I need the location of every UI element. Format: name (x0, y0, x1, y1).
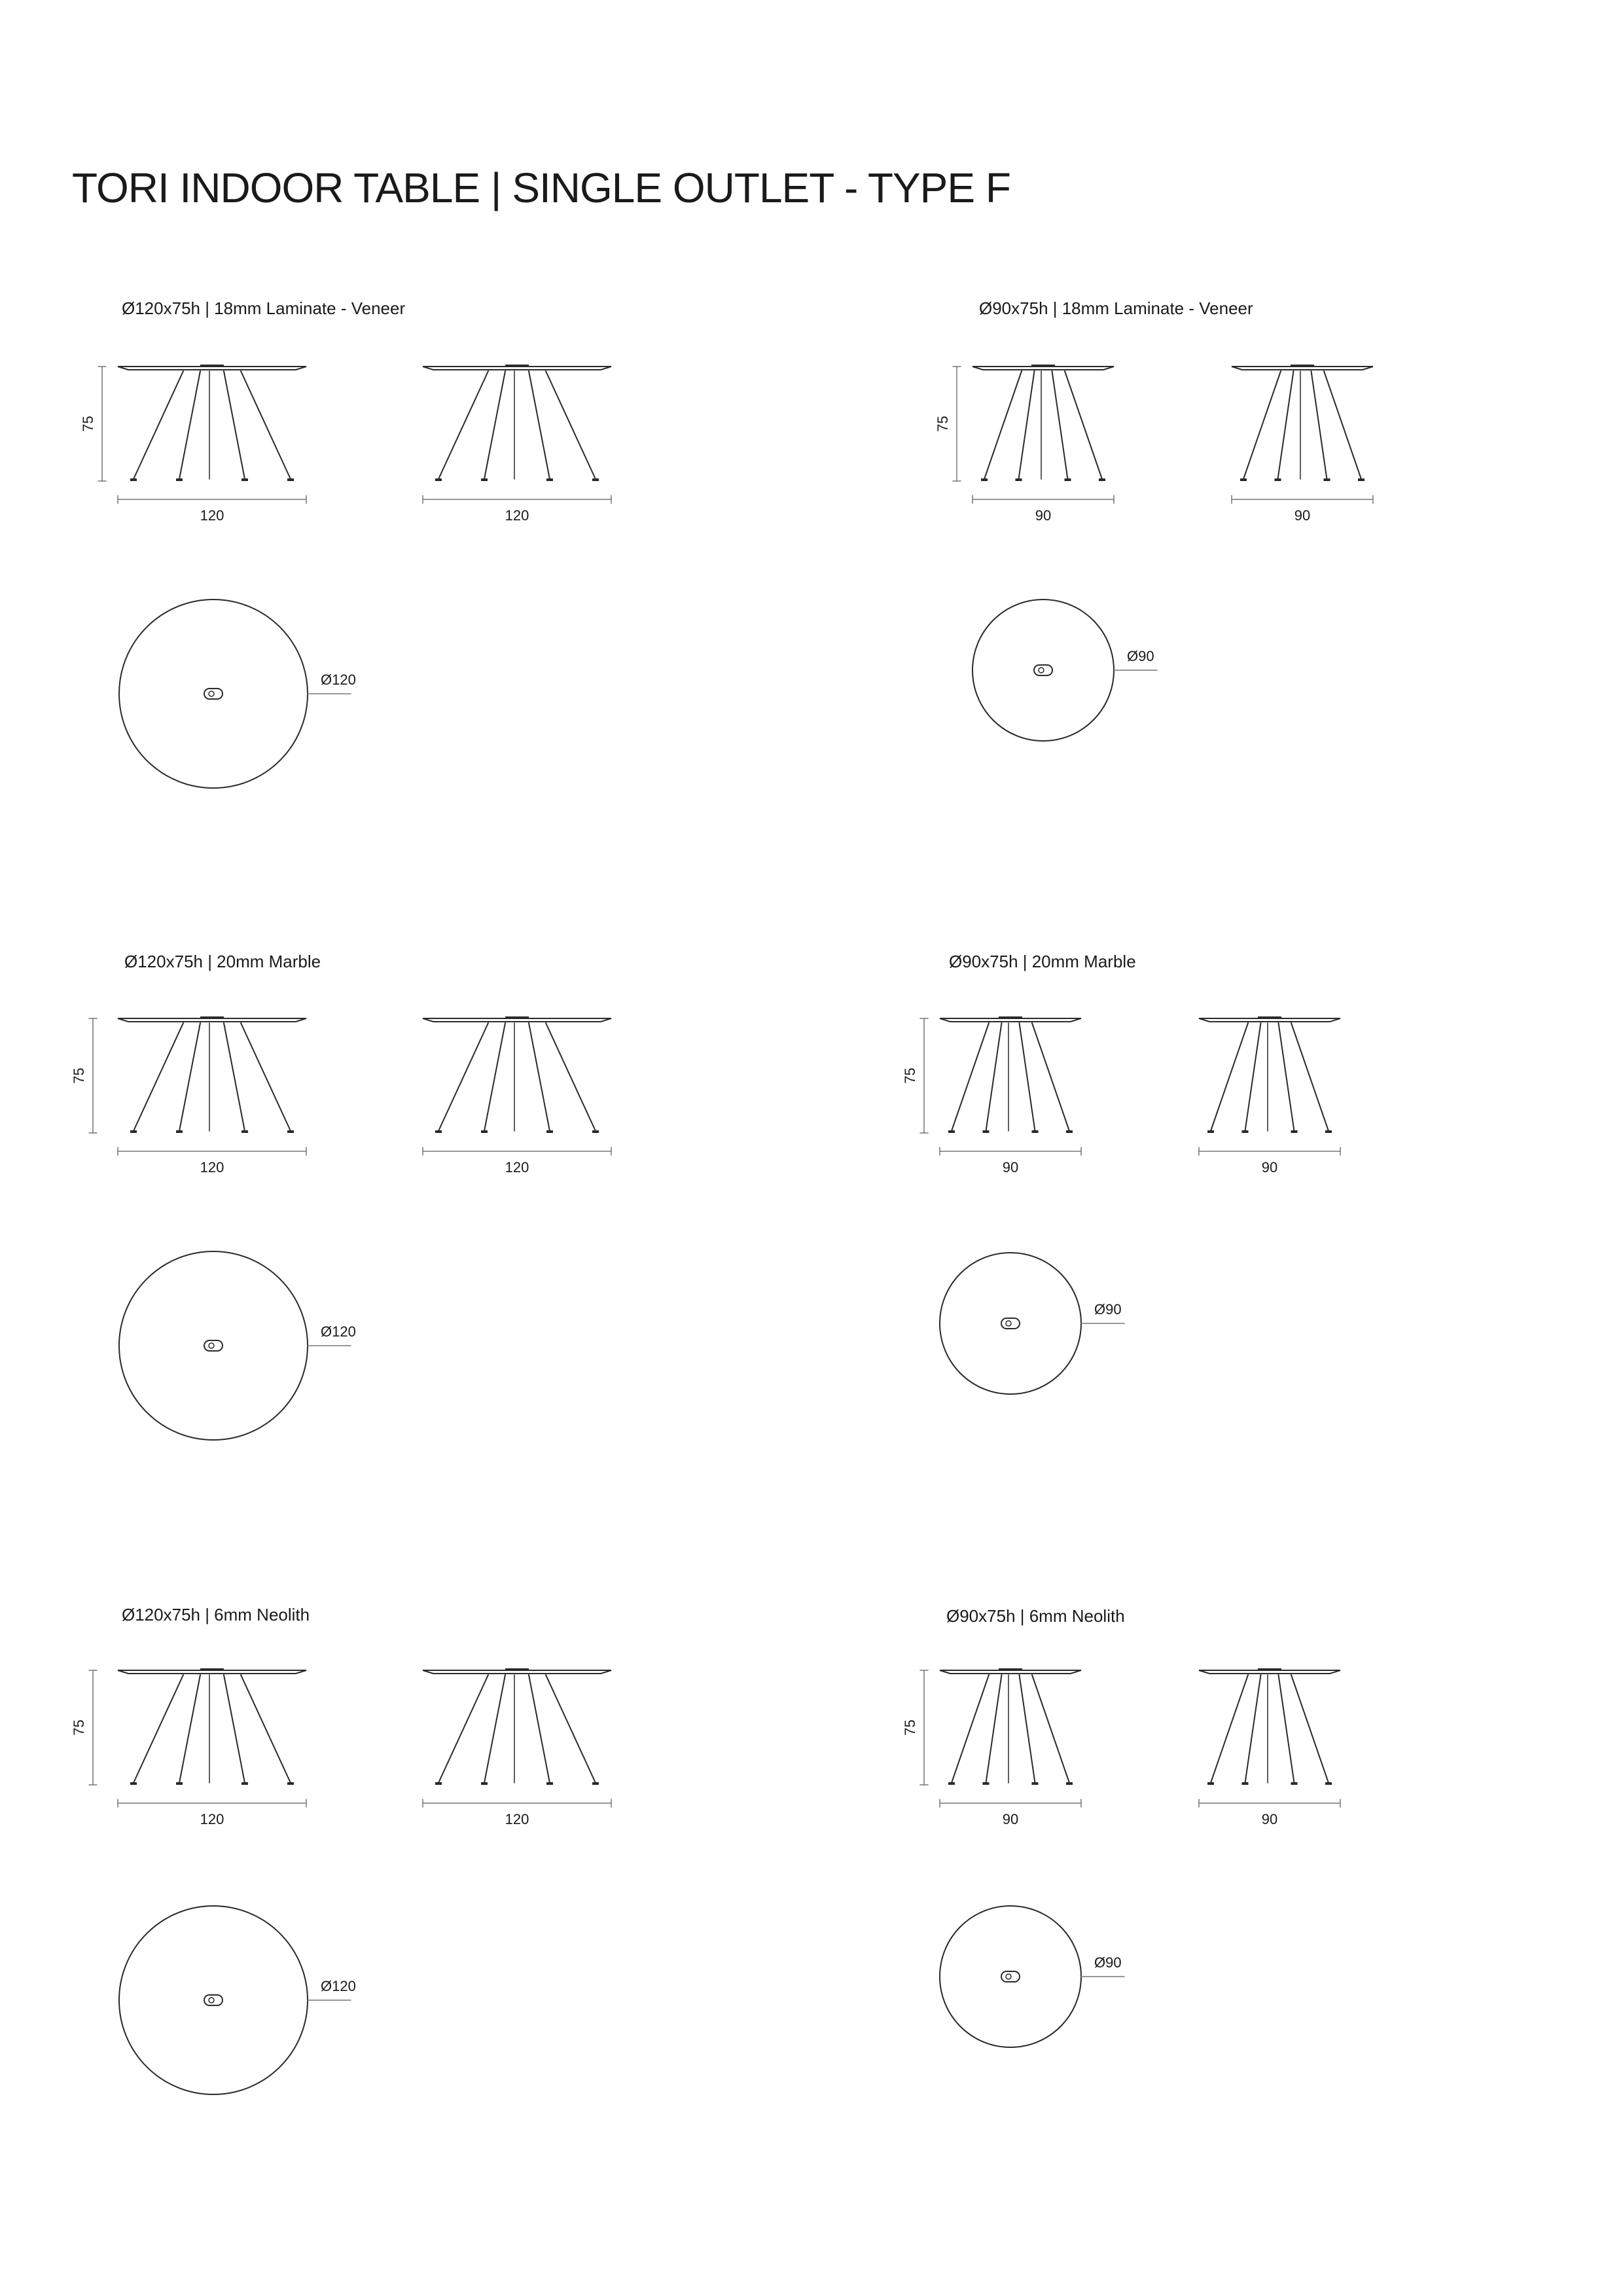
base-foot (1099, 478, 1105, 481)
base-foot (546, 1130, 553, 1133)
base-foot (1066, 1782, 1073, 1785)
section-2 (71, 1016, 611, 1440)
base-leg-inner-left (179, 371, 200, 479)
base-leg-outer-left (438, 1675, 488, 1783)
base-foot (130, 478, 137, 481)
base-leg-inner-left (1019, 371, 1035, 479)
width-dimension (118, 1799, 306, 1827)
base-foot (1242, 1782, 1249, 1785)
table-plan-view (940, 1253, 1124, 1394)
base-foot (176, 1782, 183, 1785)
base-foot (1207, 1782, 1214, 1785)
tabletop-circle (119, 1906, 308, 2094)
table-elevation (940, 1668, 1081, 1785)
base-leg-inner-left (1278, 371, 1294, 479)
width-dimension-label: 90 (1002, 1811, 1019, 1827)
height-dimension (71, 1018, 97, 1133)
table-elevation (423, 1016, 611, 1133)
outlet-socket (1006, 1321, 1011, 1326)
table-elevation (940, 1016, 1081, 1133)
base-foot (287, 478, 294, 481)
outlet-icon (1001, 1318, 1020, 1329)
outlet-cap (200, 1016, 224, 1019)
base-leg-outer-left (952, 1675, 989, 1783)
diameter-label: Ø120 (321, 1978, 356, 1994)
outlet-cap (200, 1668, 224, 1671)
section-title-90-laminate: Ø90x75h | 18mm Laminate - Veneer (979, 298, 1253, 318)
height-dimension-label: 75 (71, 1067, 87, 1084)
outlet-cap (1258, 1668, 1281, 1671)
base-foot (546, 478, 553, 481)
height-dimension-label: 75 (935, 416, 951, 432)
outlet-socket (1039, 668, 1044, 673)
base-leg-outer-right (1291, 1675, 1329, 1783)
base-foot (981, 478, 988, 481)
base-foot (546, 1782, 553, 1785)
page-title: TORI INDOOR TABLE | SINGLE OUTLET - TYPE F (72, 164, 1010, 211)
tabletop-circle (119, 600, 308, 788)
diameter-label: Ø120 (321, 1323, 356, 1340)
base-foot (176, 478, 183, 481)
base-foot (481, 478, 488, 481)
outlet-cap (200, 365, 224, 367)
base-foot (1032, 1130, 1039, 1133)
base-foot (481, 1130, 488, 1133)
base-leg-inner-right (224, 371, 245, 479)
height-dimension (80, 367, 106, 481)
section-1 (935, 365, 1373, 741)
base-foot (435, 478, 442, 481)
height-dimension-label: 75 (902, 1067, 918, 1084)
base-leg-inner-right (1311, 371, 1327, 479)
base-leg-outer-right (546, 1675, 596, 1783)
table-elevation (118, 365, 306, 481)
base-leg-outer-left (438, 371, 488, 479)
tabletop-circle (940, 1906, 1081, 2047)
width-dimension (940, 1147, 1081, 1175)
height-dimension-label: 75 (80, 416, 96, 432)
base-foot (1240, 478, 1247, 481)
width-dimension-label: 120 (505, 1811, 529, 1827)
width-dimension-label: 90 (1261, 1159, 1278, 1175)
diameter-label: Ø90 (1127, 648, 1154, 664)
width-dimension-label: 120 (505, 1159, 529, 1175)
width-dimension (118, 1147, 306, 1175)
base-leg-inner-right (224, 1675, 245, 1783)
table-elevation (1199, 1016, 1340, 1133)
table-plan-view (119, 1906, 356, 2094)
width-dimension-label: 120 (200, 1811, 224, 1827)
section-title-120-marble: Ø120x75h | 20mm Marble (124, 952, 321, 971)
height-dimension (902, 1670, 928, 1785)
height-dimension-label: 75 (71, 1719, 87, 1736)
height-dimension (71, 1670, 97, 1785)
tabletop-circle (940, 1253, 1081, 1394)
base-foot (287, 1130, 294, 1133)
table-plan-view (119, 600, 356, 788)
base-foot (983, 1130, 990, 1133)
height-dimension (935, 367, 961, 481)
base-leg-outer-left (1211, 1675, 1248, 1783)
base-foot (481, 1782, 488, 1785)
base-foot (1325, 1782, 1332, 1785)
base-leg-outer-left (438, 1023, 488, 1131)
width-dimension-label: 120 (200, 1159, 224, 1175)
section-title-120-laminate: Ø120x75h | 18mm Laminate - Veneer (122, 298, 406, 318)
base-leg-outer-right (241, 371, 291, 479)
outlet-cap (1291, 365, 1314, 367)
outlet-socket (209, 1998, 214, 2003)
width-dimension-label: 90 (1035, 507, 1052, 524)
base-leg-outer-right (241, 1023, 291, 1131)
width-dimension (1232, 495, 1373, 524)
section-3 (902, 1016, 1340, 1394)
outlet-cap (999, 1016, 1022, 1019)
section-0 (80, 365, 611, 788)
base-foot (241, 1782, 248, 1785)
base-leg-inner-right (1279, 1023, 1294, 1131)
table-elevation (423, 365, 611, 481)
width-dimension (118, 495, 306, 524)
outlet-icon (204, 1340, 223, 1351)
width-dimension (423, 1147, 611, 1175)
base-leg-outer-left (1211, 1023, 1248, 1131)
base-foot (1065, 478, 1071, 481)
base-foot (1207, 1130, 1214, 1133)
base-leg-inner-right (224, 1023, 245, 1131)
width-dimension-label: 90 (1002, 1159, 1019, 1175)
tabletop-circle (119, 1251, 308, 1440)
table-elevation (118, 1016, 306, 1133)
base-foot (176, 1130, 183, 1133)
base-leg-inner-left (1245, 1023, 1261, 1131)
base-leg-inner-right (529, 1023, 550, 1131)
table-plan-view (940, 1906, 1124, 2047)
height-dimension-label: 75 (902, 1719, 918, 1736)
base-foot (948, 1130, 955, 1133)
outlet-cap (505, 1668, 529, 1671)
base-foot (241, 478, 248, 481)
base-foot (1242, 1130, 1249, 1133)
base-leg-inner-right (1052, 371, 1068, 479)
outlet-icon (204, 689, 223, 699)
table-elevation (1199, 1668, 1340, 1785)
base-leg-inner-left (986, 1023, 1002, 1131)
width-dimension (423, 495, 611, 524)
base-leg-inner-left (179, 1023, 200, 1131)
base-foot (948, 1782, 955, 1785)
base-foot (287, 1782, 294, 1785)
outlet-cap (505, 365, 529, 367)
base-leg-inner-left (986, 1675, 1002, 1783)
base-leg-inner-left (484, 371, 505, 479)
diameter-label: Ø90 (1094, 1301, 1122, 1318)
width-dimension-label: 120 (200, 507, 224, 524)
base-leg-outer-right (1291, 1023, 1329, 1131)
base-leg-inner-right (529, 371, 550, 479)
base-foot (435, 1130, 442, 1133)
base-leg-outer-right (546, 371, 596, 479)
base-foot (1032, 1782, 1039, 1785)
width-dimension (1199, 1147, 1340, 1175)
base-foot (983, 1782, 990, 1785)
table-plan-view (972, 600, 1157, 741)
base-foot (592, 1782, 599, 1785)
base-leg-outer-left (984, 371, 1022, 479)
section-title-120-neolith: Ø120x75h | 6mm Neolith (122, 1605, 310, 1624)
base-foot (130, 1782, 137, 1785)
width-dimension (423, 1799, 611, 1827)
base-leg-outer-right (1324, 371, 1361, 479)
section-title-90-marble: Ø90x75h | 20mm Marble (949, 952, 1136, 971)
section-5 (902, 1668, 1340, 2047)
base-foot (1275, 478, 1281, 481)
table-plan-view (119, 1251, 356, 1440)
base-leg-outer-right (241, 1675, 291, 1783)
outlet-icon (1034, 665, 1052, 675)
base-foot (1324, 478, 1330, 481)
table-elevation (972, 365, 1114, 481)
base-leg-inner-right (1020, 1023, 1035, 1131)
base-foot (1325, 1130, 1332, 1133)
width-dimension (972, 495, 1114, 524)
outlet-socket (209, 691, 214, 696)
width-dimension (940, 1799, 1081, 1827)
table-elevation (423, 1668, 611, 1785)
base-foot (1066, 1130, 1073, 1133)
diameter-label: Ø90 (1094, 1954, 1122, 1971)
base-leg-inner-left (484, 1023, 505, 1131)
outlet-cap (1258, 1016, 1281, 1019)
height-dimension (902, 1018, 928, 1133)
base-leg-outer-left (952, 1023, 989, 1131)
base-leg-outer-right (1032, 1675, 1069, 1783)
diameter-label: Ø120 (321, 672, 356, 688)
base-foot (1291, 1782, 1298, 1785)
base-leg-inner-left (1245, 1675, 1261, 1783)
base-leg-outer-left (134, 1675, 183, 1783)
base-foot (592, 478, 599, 481)
base-foot (241, 1130, 248, 1133)
table-elevation (1232, 365, 1373, 481)
base-leg-inner-left (484, 1675, 505, 1783)
base-leg-outer-left (134, 1023, 183, 1131)
table-elevation (118, 1668, 306, 1785)
outlet-cap (1031, 365, 1055, 367)
base-foot (130, 1130, 137, 1133)
base-leg-outer-right (546, 1023, 596, 1131)
width-dimension-label: 90 (1261, 1811, 1278, 1827)
base-leg-outer-left (1243, 371, 1281, 479)
outlet-icon (204, 1995, 223, 2005)
base-foot (1291, 1130, 1298, 1133)
tabletop-circle (972, 600, 1114, 741)
base-leg-inner-right (529, 1675, 550, 1783)
outlet-cap (999, 1668, 1022, 1671)
section-4 (71, 1668, 611, 2094)
section-title-90-neolith: Ø90x75h | 6mm Neolith (946, 1606, 1125, 1626)
base-leg-outer-right (1032, 1023, 1069, 1131)
base-leg-outer-right (1065, 371, 1102, 479)
base-leg-outer-left (134, 371, 183, 479)
base-foot (592, 1130, 599, 1133)
base-foot (435, 1782, 442, 1785)
base-leg-inner-left (179, 1675, 200, 1783)
width-dimension (1199, 1799, 1340, 1827)
base-foot (1016, 478, 1022, 481)
base-leg-inner-right (1020, 1675, 1035, 1783)
base-foot (1358, 478, 1364, 481)
outlet-cap (505, 1016, 529, 1019)
outlet-socket (209, 1343, 214, 1348)
width-dimension-label: 120 (505, 507, 529, 524)
outlet-socket (1006, 1974, 1011, 1979)
outlet-icon (1001, 1971, 1020, 1982)
base-leg-inner-right (1279, 1675, 1294, 1783)
width-dimension-label: 90 (1294, 507, 1311, 524)
